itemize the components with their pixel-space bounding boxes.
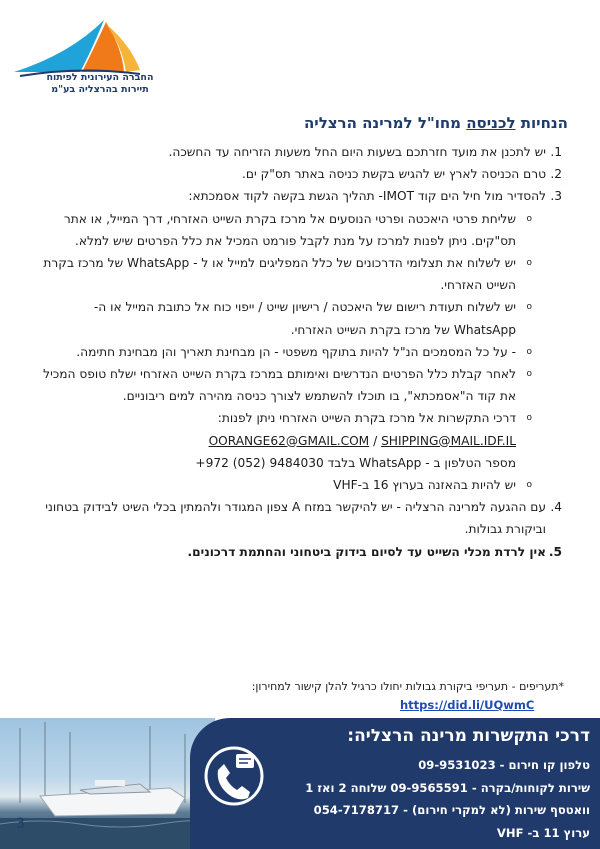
title-suffix: מחו"ל למרינה הרצליה xyxy=(303,114,467,132)
footer xyxy=(0,718,600,849)
phone-support-icon xyxy=(204,740,264,810)
footnote: *תעריפים - תעריפי ביקורת גבולות יחולו כרגיל להלן קישור למחירון: xyxy=(251,680,564,693)
instructions xyxy=(34,141,562,563)
sub-item: o יש להיות בהאזנה בערוץ 16 ב-VHF xyxy=(34,474,546,496)
sub-item: o - על כל המסמכים הנ"ל להיות בתוקף משפטי - הן מבחינת תאריך והן מבחינת חתימה. xyxy=(34,341,546,363)
item-text: אין לרדת מכלי השייט עד לסיום בידוק ביטחוני והחתמת דרכונים. xyxy=(187,544,546,559)
marina-photo xyxy=(0,718,215,849)
whatsapp-line: וואטסף שירות (לא למקרי חירום) - 054-7178717 xyxy=(313,803,590,817)
whatsapp-number: מספר הטלפון ב - WhatsApp בלבד 9484030 (052) 972+ xyxy=(195,455,516,470)
page-title xyxy=(304,114,568,132)
logo-line-2: תיירות בהרצליה בע"מ xyxy=(51,84,149,95)
item-number: 4. xyxy=(550,500,562,515)
footer-title: דרכי התקשרות מרינה הרצליה: xyxy=(347,726,590,746)
item-number: 2. xyxy=(550,167,562,182)
email-link-1[interactable]: OORANGE62@GMAIL.COM xyxy=(208,433,370,448)
sub-item-contacts xyxy=(34,407,546,474)
sub-item: o שליחת פרטי היאכטה ופרטי הנוסעים אל מרכז בקרת השייט האזרחי, דרך המייל, או אתר תס"קים. ניתן לפנות למרכז על מנת לקבל פורמט המכיל את כלל הפרטים שיש למלא. xyxy=(34,208,546,252)
title-prefix: הנחיות xyxy=(515,114,568,132)
instruction-item xyxy=(34,541,562,563)
vhf-channel-line: ערוץ 11 ב- VHF xyxy=(496,825,590,840)
instruction-item xyxy=(34,141,562,163)
price-list-link[interactable]: https://did.li/UQwmC xyxy=(400,698,535,712)
sub-item: o לאחר קבלת כלל הפרטים הנדרשים ואימותם במרכז בקרת השייט האזרחי ישלח טופס המכיל את קוד ה"אסמכתא", בו תוכלו להשתמש לצורך כניסה מהירה למים ריבוניים. xyxy=(34,363,546,407)
sub-item: o יש לשלוח תעודת רישום של היאכטה / רישיון שייט / ייפוי כוח אל כתובת המייל או ה-WhatsApp של מרכז בקרת השייט האזרחי. xyxy=(34,296,546,340)
item-number: 1. xyxy=(550,145,562,159)
emergency-line: טלפון קו חירום - 09-9531023 xyxy=(418,758,590,772)
sub-list xyxy=(34,208,546,497)
sub-item: o יש לשלוח את תצלומי הדרכונים של כלל המפליגים למייל או ל - WhatsApp של מרכז בקרת השייט האזרחי. xyxy=(34,252,546,296)
logo-line-1: החברה העירונית לפיתוח xyxy=(46,72,154,83)
instruction-item xyxy=(34,185,562,496)
instructions-list xyxy=(34,141,562,563)
footer-contacts xyxy=(305,754,590,844)
item-text: עם ההגעה למרינה הרצליה - יש להיקשר במזח A צפון המגודר ולהמתין בכלי השיט לבידוק בטחוני וביקורת גבולות. xyxy=(45,500,546,537)
yacht-illustration xyxy=(0,718,215,849)
email-link-2[interactable]: SHIPPING@MAIL.IDF.IL xyxy=(381,433,516,448)
item-text: טרם הכניסה לארץ יש להגיש בקשת כניסה באתר תס"ק ים. xyxy=(242,167,546,182)
item-number: 5. xyxy=(548,544,562,559)
instruction-item xyxy=(34,163,562,185)
page-number: 3 xyxy=(16,816,25,832)
item-text: יש לתכנן את מועד חזרתכם בשעות היום החל משעות הזריחה עד החשכה. xyxy=(168,145,546,159)
item-number: 3. xyxy=(550,189,562,204)
item-text: להסדיר מול חיל הים קוד IMOT- תהליך הגשת בקשה לקוד אסמכתא: xyxy=(188,189,546,204)
customer-service-line: שירות לקוחות/בקרה - 09-9565591 שלוחה 2 ואז 1 xyxy=(305,780,590,795)
instruction-item xyxy=(34,496,562,540)
title-underlined: לכניסה xyxy=(466,114,516,132)
logo-text xyxy=(40,72,160,96)
contacts-intro: דרכי התקשרות אל מרכז בקרת השייט האזרחי ניתן לפנות: xyxy=(217,411,516,426)
email-separator: / xyxy=(369,433,382,448)
